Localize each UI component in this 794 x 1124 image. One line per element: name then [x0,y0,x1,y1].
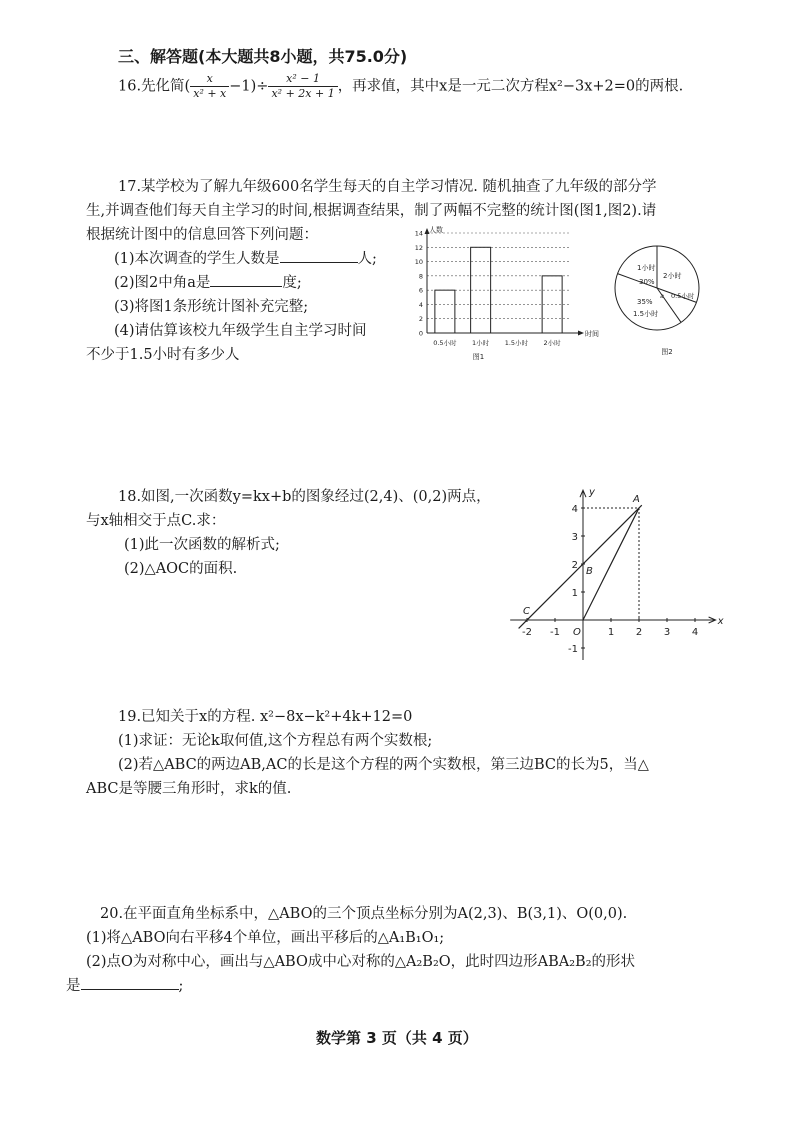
q18-sub2: (2)△AOC的面积. [124,561,238,577]
y-tick-label: 10 [414,258,423,267]
y-tick-label: 8 [418,272,423,281]
q19-sub2: (2)若△ABC的两边AB,AC的长是这个方程的两个实数根，第三边BC的长为5，当△ [118,757,649,773]
x-tick-label: -2 [522,627,532,638]
pie-value-1h: 30% [639,278,655,286]
q19-sub1: (1)求证：无论k取何值,这个方程总有两个实数根; [118,733,433,749]
x-tick-label: 2小时 [543,339,561,347]
x-tick-label: 0.5小时 [433,339,457,347]
q16-fraction-2 [268,72,337,101]
q16-prefix: 先化简( [141,78,191,95]
q17-line2: 生,并调查他们每天自主学习的时间,根据调查结果，制了两幅不完整的统计图(图1,图2).请 [86,203,657,219]
figure-1-caption: 图1 [472,353,485,361]
x-tick-label: 2 [635,627,643,638]
q20-sub2b [66,975,183,997]
y-axis-label: y [589,487,595,499]
q17-sub2-blank[interactable] [210,286,282,287]
pie-angle-label: a [660,292,664,300]
q17-sub2-text: (2)图2中角a是 [114,275,211,291]
q20-sub2b-end: ; [178,978,184,994]
q20-sub2b-blank[interactable] [81,989,179,990]
page-footer: 数学第 3 页（共 4 页） [316,1029,478,1047]
q19-sub2b: ABC是等腰三角形时，求k的值. [86,781,292,797]
pie-label-1h: 1小时 [637,264,656,272]
q16-frac2-numerator: x² − 1 [268,72,337,87]
q18-line2: 与x轴相交于点C.求： [86,513,226,529]
q18-sub1: (1)此一次函数的解析式; [124,537,280,553]
pie-label-05h: 0.5小时 [671,292,695,300]
pie-label-2h: 2小时 [663,272,682,280]
y-tick-label: 3 [571,532,578,543]
q17-line1: 17.某学校为了解九年级600名学生每天的自主学习情况. 随机抽查了九年级的部分学 [118,179,657,195]
x-axis-label: x [717,616,724,627]
x-tick-label: 1.5小时 [504,339,529,347]
q20-sub1: (1)将△ABO向右平移4个单位，画出平移后的△A₁B₁O₁; [86,930,445,946]
y-tick-label: 2 [571,560,578,571]
y-axis-label: 人数 [429,226,443,234]
pie-value-15h: 35% [637,298,653,306]
y-tick-label: 1 [571,588,578,599]
y-tick-label: 4 [571,504,578,515]
q17-line3: 根据统计图中的信息回答下列问题： [86,227,318,243]
q17-sub1-unit: 人; [357,251,377,267]
q17-sub1 [114,248,377,270]
q16-frac2-denominator: x² + 2x + 1 [271,87,335,100]
q17-sub1-blank[interactable] [280,262,358,263]
segment-OA [583,508,639,620]
section-title: 三、解答题(本大题共8小题，共75.0分) [118,47,408,66]
x-axis-arrow [578,331,584,336]
y-tick-label: 2 [418,315,423,324]
q16-suffix: ，再求值，其中x是一元二次方程x²−3x+2=0的两根. [337,78,684,95]
q16-frac1-numerator: x [190,72,229,87]
q17-sub1-text: (1)本次调查的学生人数是 [114,251,280,267]
q18-coordinate-graph [505,480,730,660]
q19-line1: 19.已知关于x的方程. x²−8x−k²+4k+12=0 [118,709,413,725]
q16-fraction-1 [190,72,229,101]
q17-sub4b: 不少于1.5小时有多少人 [86,347,240,363]
x-tick-label: 1 [607,627,615,638]
q17-sub2 [114,272,302,294]
figure-2-caption: 图2 [661,348,673,356]
bar-0.5小时 [435,290,455,333]
question-16 [118,72,683,101]
q17-sub2-unit: 度; [282,275,302,291]
x-axis-label: 时间 [585,330,599,338]
q18-line1: 18.如图,一次函数y=kx+b的图象经过(2,4)、(0,2)两点， [118,489,491,505]
q16-frac1-denominator: x² + x [193,87,227,100]
x-tick-label: 1小时 [472,339,490,347]
x-tick-label: -1 [550,627,560,638]
function-line-CA [519,505,642,628]
y-tick-label: 0 [418,329,423,338]
q17-sub4a: (4)请估算该校九年级学生自主学习时间 [114,323,367,339]
q20-sub2: (2)点O为对称中心，画出与△ABO成中心对称的△A₂B₂O，此时四边形ABA₂B₂的形状 [86,954,636,970]
q16-minus-one: −1)÷ [229,78,269,95]
q17-sub3: (3)将图1条形统计图补充完整; [114,299,309,315]
point-B-label: B [586,566,593,577]
point-A-label: A [633,494,640,505]
pie-chart-figure-2 [612,240,717,365]
y-tick-label: -1 [568,644,578,655]
q16-number: 16. [118,78,142,95]
y-tick-label: 12 [414,243,423,252]
pie-label-15h: 1.5小时 [633,310,659,318]
x-tick-label: 4 [691,627,699,638]
x-tick-label: 3 [663,627,671,638]
q20-sub2b-text: 是 [66,978,81,994]
y-tick-label: 14 [414,229,423,238]
y-tick-label: 4 [418,300,423,309]
y-tick-label: 6 [418,286,423,295]
origin-label: O [573,627,581,638]
point-C-label: C [523,606,530,617]
q20-line1: 20.在平面直角坐标系中，△ABO的三个顶点坐标分别为A(2,3)、B(3,1)、O(0,0). [100,906,628,922]
bar-chart-figure-1 [405,225,615,375]
